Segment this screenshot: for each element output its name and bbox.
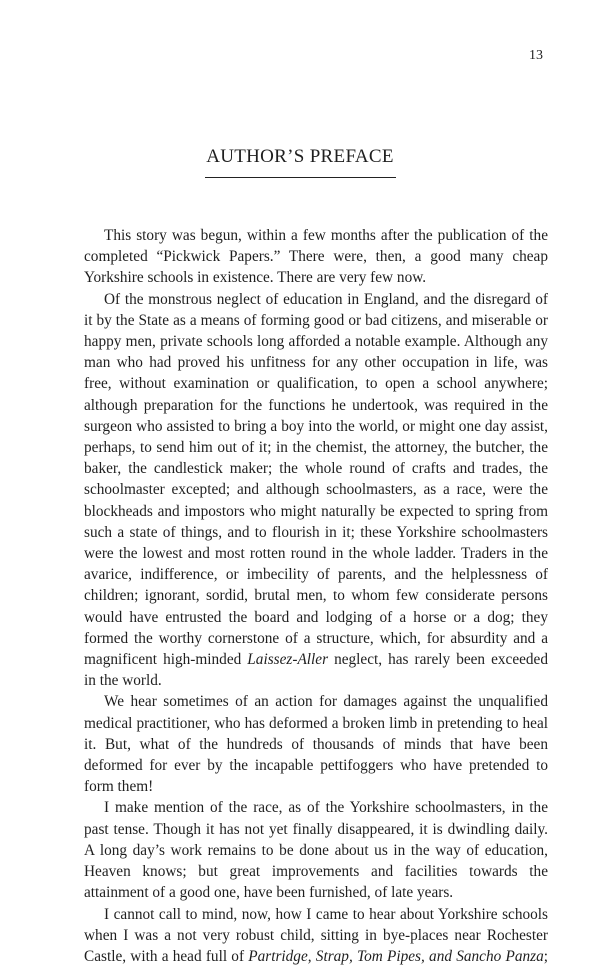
body-paragraph: [84, 225, 548, 289]
italic-text: Laissez-Aller: [247, 651, 328, 668]
body-paragraph: [84, 904, 548, 967]
body-text: [84, 225, 548, 967]
body-paragraph: [84, 797, 548, 903]
text-segment: This story was begun, within a few months after the publication of the completed “Pickwick Papers.” There were, then, a good many cheap Yorkshire schools in existence. There are very few now.: [84, 227, 548, 286]
text-segment: I cannot call to mind, now, how I came to hear about Yorkshire schools when I was a not very robust child, sitting in bye-places near Rochester Castle, with a head full of: [84, 906, 548, 965]
text-segment: neglect, has rarely been exceeded in the world.: [84, 651, 548, 689]
text-segment: ;: [544, 948, 548, 965]
body-paragraph: [84, 691, 548, 797]
text-segment: Of the monstrous neglect of education in England, and the disregard of it by the State as a means of forming good or bad citizens, and miserable or happy men, private schools long afforded a notable example. Although any man who had proved his unfitness for any other occupation in life, was free, without examination or qualification, to open a school anywhere; although preparation for the functions he undertook, was required in the surgeon who assisted to bring a boy into the world, or might one day assist, perhaps, to send him out of it; in the chemist, the attorney, the butcher, the baker, the candlestick maker; the whole round of crafts and trades, the schoolmaster excepted; and although schoolmasters, as a race, were the blockheads and impostors who might naturally be expected to spring from such a state of things, and to flourish in it; these Yorkshire schoolmasters were the lowest and most rotten round in the whole ladder. Traders in the avarice, indifference, or imbecility of parents, and the helplessness of children; ignorant, sordid, brutal men, to whom few considerate persons would have entrusted the board and lodging of a horse or a dog; they formed the worthy cornerstone of a structure, which, for absurdity and a magnificent high-minded: [84, 291, 548, 668]
chapter-title: AUTHOR’S PREFACE: [0, 146, 600, 168]
italic-text: Partridge, Strap, Tom Pipes, and Sancho Panza: [248, 948, 543, 965]
text-segment: I make mention of the race, as of the Yorkshire schoolmasters, in the past tense. Though it has not yet finally disappeared, it is dwindling daily. A long day’s work remains to be done about us in the way of education, Heaven knows; but great improvements and facilities towards the attainment of a good one, have been furnished, of late years.: [84, 799, 548, 901]
page-number: 13: [529, 48, 543, 64]
body-paragraph: [84, 289, 548, 692]
title-rule: [205, 177, 396, 178]
text-segment: We hear sometimes of an action for damages against the unqualified medical practitioner, who has deformed a broken limb in pretending to heal it. But, what of the hundreds of thousands of minds that have been deformed for ever by the incapable pettifoggers who have pretended to form them!: [84, 693, 548, 795]
